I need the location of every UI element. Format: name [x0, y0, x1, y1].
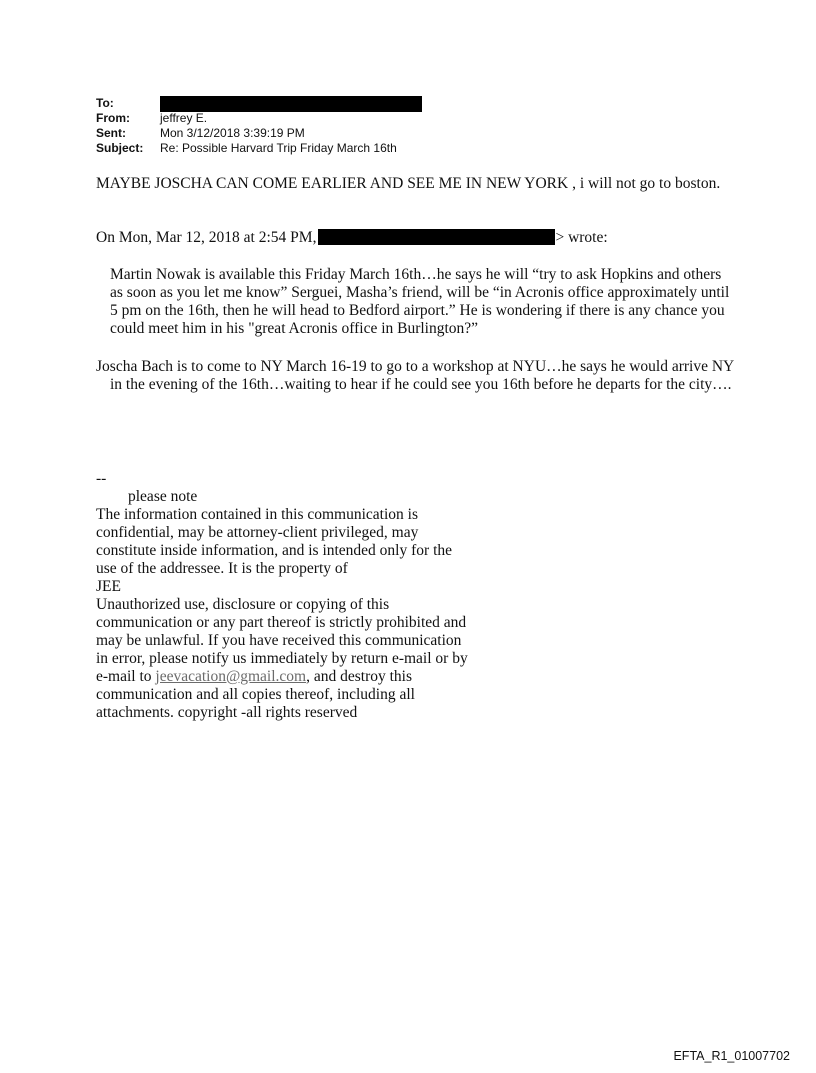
from-row — [96, 111, 422, 126]
sent-label: Sent: — [96, 126, 126, 140]
disclaimer-text-3: , and destroy this communication and all copies thereof, including all attachments. copyright -all rights reserved — [96, 668, 415, 721]
signature-block — [96, 470, 476, 722]
disclaimer-text-2 — [96, 596, 476, 722]
sent-row — [96, 126, 422, 141]
to-row — [96, 96, 422, 111]
quoted-paragraph-joscha: Joscha Bach is to come to NY March 16-19 to go to a workshop at NYU…he says he would arrive NY in the evening of the 16th…waiting to hear if he could see you 16th before he departs for the city…. — [96, 358, 734, 393]
disclaimer-jee: JEE — [96, 578, 121, 595]
sent-value: Mon 3/12/2018 3:39:19 PM — [160, 126, 305, 140]
from-value: jeffrey E. — [160, 111, 208, 125]
quote-suffix: > wrote: — [555, 229, 608, 246]
subject-label: Subject: — [96, 141, 144, 155]
email-link[interactable]: jeevacation@gmail.com — [155, 668, 307, 685]
subject-value: Re: Possible Harvard Trip Friday March 16th — [160, 141, 397, 155]
quoted-paragraph: Martin Nowak is available this Friday March 16th…he says he will “try to ask Hopkins and others as soon as you let me know” Serguei, Masha’s friend, will be “in Acronis office approximately until 5 pm on the 16th, then he will head to Bedford airport.” He is wondering if there is any chance you could meet him in his "great Acronis office in Burlington?” — [110, 266, 730, 337]
to-label: To: — [96, 96, 114, 110]
from-label: From: — [96, 111, 130, 125]
subject-row — [96, 141, 422, 156]
disclaimer-text-1: The information contained in this communication is confidential, may be attorney-client privileged, may constitute inside information, and is intended only for the use of the addressee. It is the property of — [96, 506, 453, 577]
reply-text: MAYBE JOSCHA CAN COME EARLIER AND SEE ME IN NEW YORK , i will not go to boston. — [96, 175, 721, 192]
document-id: EFTA_R1_01007702 — [673, 1049, 790, 1063]
redacted-recipient — [160, 96, 422, 112]
please-note: please note — [128, 488, 198, 505]
email-header — [96, 96, 422, 156]
redacted-sender — [318, 229, 555, 245]
quote-attribution — [96, 229, 608, 247]
signature-dashes: -- — [96, 470, 107, 487]
disclaimer-text-2-main: Unauthorized use, disclosure or copying of this communication or any part thereof is strictly prohibited and may be unlawful. If you have received this communication in error, please notify us immediately by return e-mail or by e-mail to — [96, 596, 468, 685]
quote-prefix: On Mon, Mar 12, 2018 at 2:54 PM, — [96, 229, 317, 246]
